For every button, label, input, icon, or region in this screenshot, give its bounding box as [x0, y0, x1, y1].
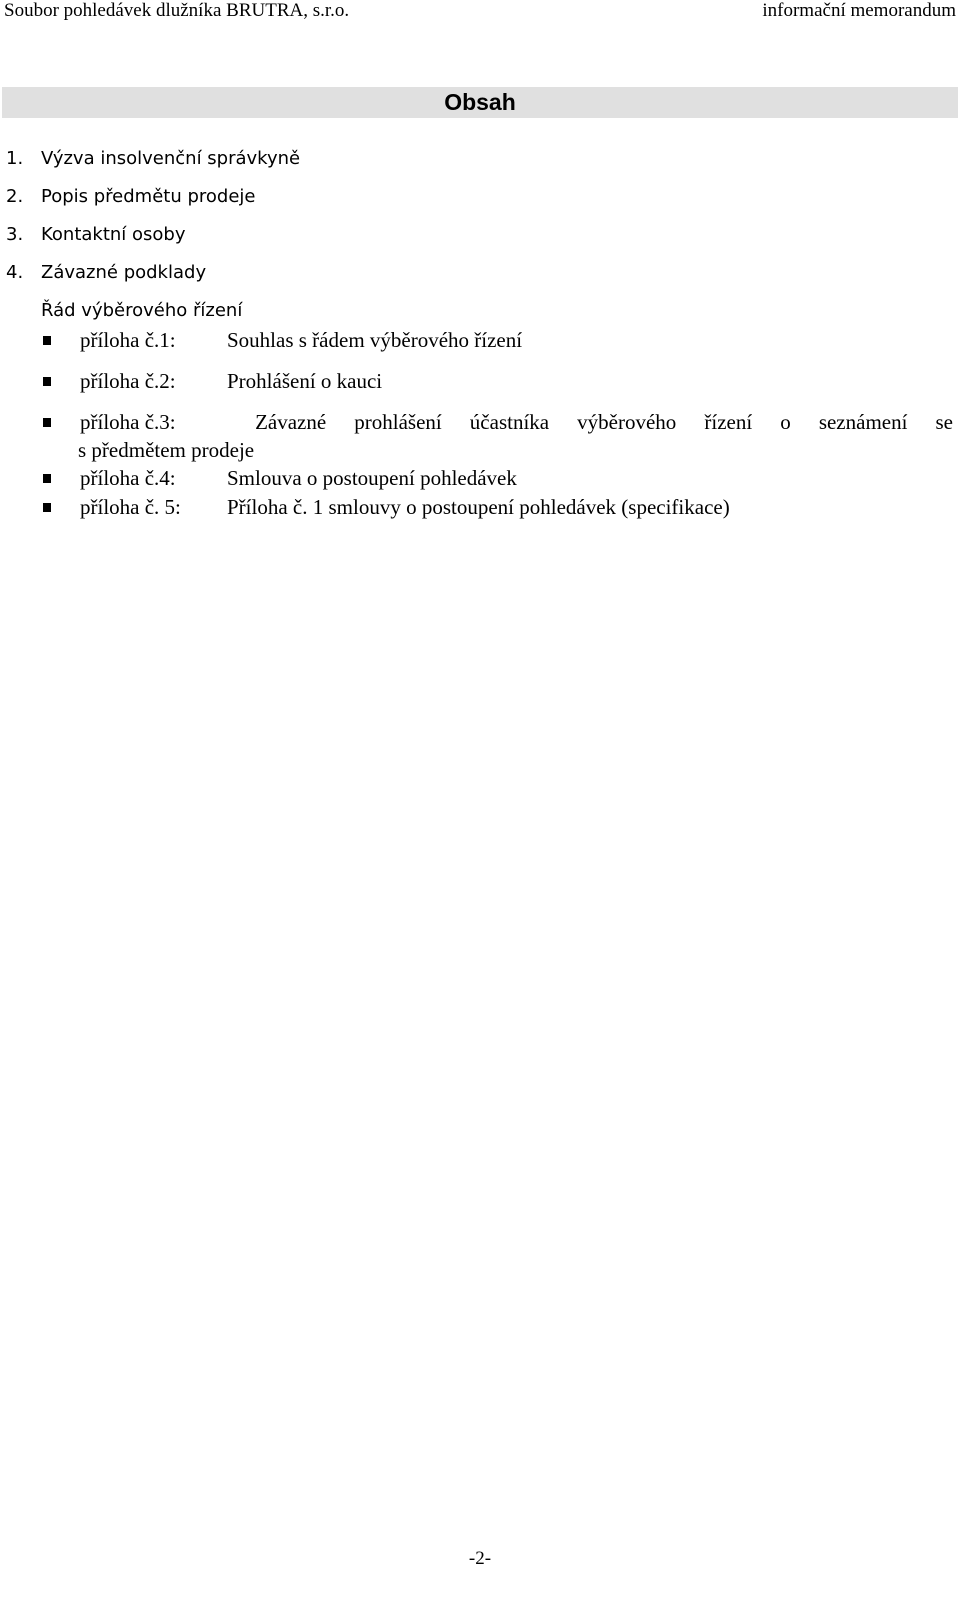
- annex-description: Prohlášení o kauci: [227, 369, 383, 393]
- toc-item: [6, 216, 946, 254]
- annex-word: prohlášení: [354, 410, 442, 434]
- annex-description: Smlouva o postoupení pohledávek: [227, 466, 517, 490]
- square-bullet-icon: [43, 474, 51, 483]
- annex-key: příloha č.4:: [80, 466, 176, 490]
- toc-item-number: 2.: [6, 186, 24, 207]
- annex-word: seznámení: [818, 410, 908, 434]
- annex-item: [0, 464, 960, 493]
- toc-item: [6, 178, 946, 216]
- annex-key: příloha č.1:: [80, 328, 176, 352]
- annex-list: [0, 326, 960, 522]
- annex-word: Závazné: [255, 410, 327, 434]
- toc-item-number: 4.: [6, 262, 24, 283]
- page-title: Obsah: [444, 89, 516, 115]
- toc-item-label: Výzva insolvenční správkyně: [41, 148, 301, 169]
- square-bullet-icon: [43, 377, 51, 386]
- annex-word: o: [780, 410, 791, 434]
- toc-item-label: Popis předmětu prodeje: [41, 186, 256, 207]
- toc-subheading: Řád výběrového řízení: [41, 300, 243, 321]
- annex-description-line: [80, 408, 953, 437]
- annex-description: Příloha č. 1 smlouvy o postoupení pohledávek (specifikace): [227, 495, 730, 519]
- annex-word: řízení: [704, 410, 753, 434]
- square-bullet-icon: [43, 418, 51, 427]
- toc-item-label: Kontaktní osoby: [41, 224, 186, 245]
- toc-item-number: 3.: [6, 224, 24, 245]
- annex-description: Souhlas s řádem výběrového řízení: [227, 328, 523, 352]
- annex-word: se: [935, 410, 953, 434]
- annex-key: příloha č.2:: [80, 369, 176, 393]
- page-number: -2-: [468, 1548, 492, 1569]
- toc-item: [6, 140, 946, 178]
- annex-item: [0, 493, 960, 522]
- annex-word: výběrového: [577, 410, 677, 434]
- header-document-name: Soubor pohledávek dlužníka BRUTRA, s.r.o.: [4, 0, 350, 21]
- annex-word: účastníka: [469, 410, 550, 434]
- toc-item-label: Závazné podklady: [41, 262, 207, 283]
- toc-item-number: 1.: [6, 148, 24, 169]
- title-bar: [2, 87, 958, 118]
- annex-item: [0, 326, 960, 367]
- square-bullet-icon: [43, 503, 51, 512]
- annex-key: příloha č. 5:: [80, 495, 181, 519]
- annex-key: příloha č.3:: [80, 410, 176, 434]
- annex-item: [0, 367, 960, 408]
- page-header: [0, 0, 960, 24]
- table-of-contents: [6, 140, 946, 330]
- annex-item: [0, 408, 960, 464]
- toc-item: [6, 254, 946, 292]
- header-document-type: informační memorandum: [762, 0, 956, 21]
- square-bullet-icon: [43, 336, 51, 345]
- annex-description-continuation: s předmětem prodeje: [78, 438, 255, 462]
